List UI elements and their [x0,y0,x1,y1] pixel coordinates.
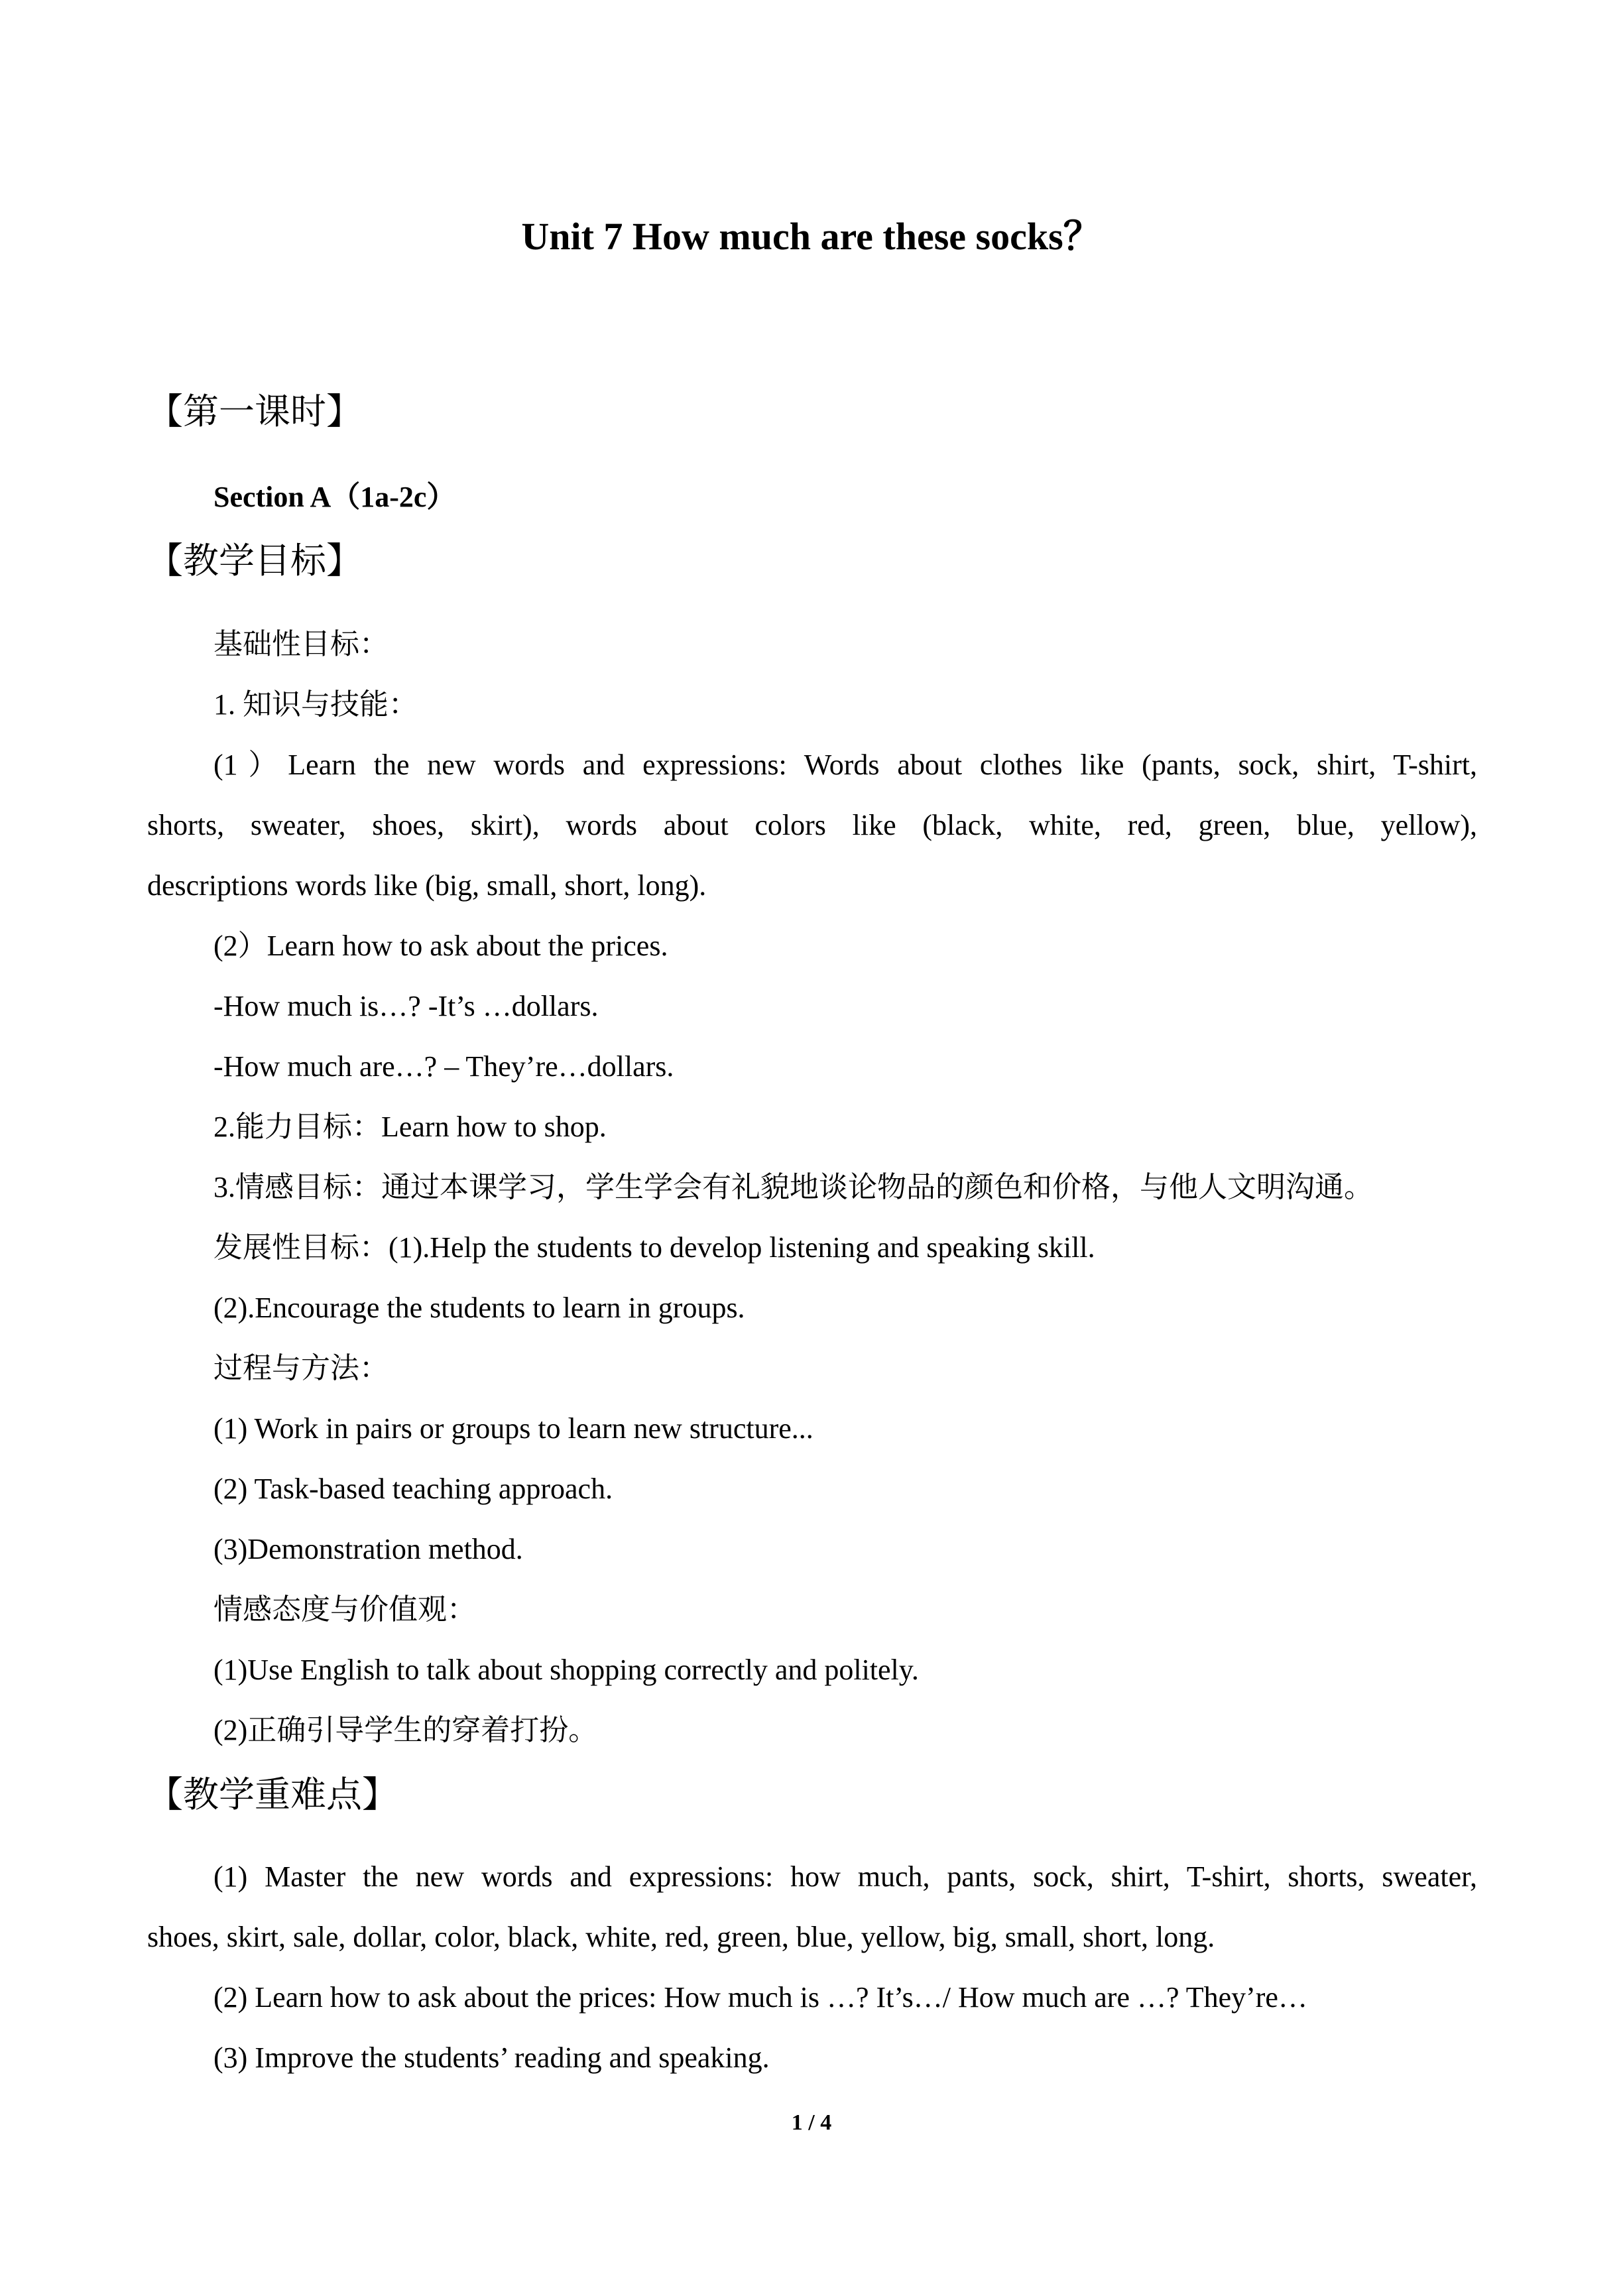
page-number: 1 / 4 [791,2110,832,2135]
key-point-2: (2) Learn how to ask about the prices: How much is …? It’s…/ How much are …? They’re… [213,1981,1307,2014]
objectives-heading: 【教学目标】 [147,540,362,581]
values-label: 情感态度与价值观： [213,1593,476,1626]
emotion-objective: 3.情感目标：通过本课学习，学生学会有礼貌地谈论物品的颜色和价格，与他人文明沟通。 [213,1171,1373,1203]
key-point-1-line-1: (1) Master the new words and expressions: how much, pants, sock, shirt, T-shirt, shorts, sweater, [213,1860,1477,1893]
key-point-3: (3) Improve the students’ reading and speaking. [213,2041,770,2074]
objective-item-2: (2）Learn how to ask about the prices. [213,930,668,962]
knowledge-skills-label: 1. 知识与技能： [213,688,418,721]
objective-item-1-line-2: shorts, sweater, shoes, skirt), words about colors like (black, white, red, green, blue, yellow), [147,809,1477,841]
process-item-1: (1) Work in pairs or groups to learn new structure... [213,1412,813,1445]
key-points-heading: 【教学重难点】 [147,1774,398,1815]
section-label: Section A（1a-2c） [213,481,456,513]
ability-objective: 2.能力目标：Learn how to shop. [213,1111,607,1143]
objective-item-1-line-3: descriptions words like (big, small, short, long). [147,869,707,902]
process-method-label: 过程与方法： [213,1352,389,1384]
key-point-1-line-2: shoes, skirt, sale, dollar, color, black, white, red, green, blue, yellow, big, small, short, long. [147,1921,1215,1953]
objective-item-1-line-1: (1）Learn the new words and expressions: Words about clothes like (pants, sock, shirt, T-shirt, [213,749,1477,781]
process-item-3: (3)Demonstration method. [213,1533,523,1565]
process-item-2: (2) Task-based teaching approach. [213,1473,613,1505]
document-title: Unit 7 How much are these socks？ [521,215,1102,258]
development-objective-2: (2).Encourage the students to learn in groups. [213,1292,745,1324]
lesson-heading: 【第一课时】 [147,391,362,432]
basic-objectives-label: 基础性目标： [213,628,389,660]
values-item-1: (1)Use English to talk about shopping correctly and politely. [213,1654,919,1686]
values-item-2: (2)正确引导学生的穿着打扮。 [213,1714,598,1746]
dialog-line-2: -How much are…? – They’re…dollars. [213,1050,674,1083]
development-objective: 发展性目标：(1).Help the students to develop listening and speaking skill. [213,1231,1095,1264]
dialog-line-1: -How much is…? -It’s …dollars. [213,990,599,1022]
